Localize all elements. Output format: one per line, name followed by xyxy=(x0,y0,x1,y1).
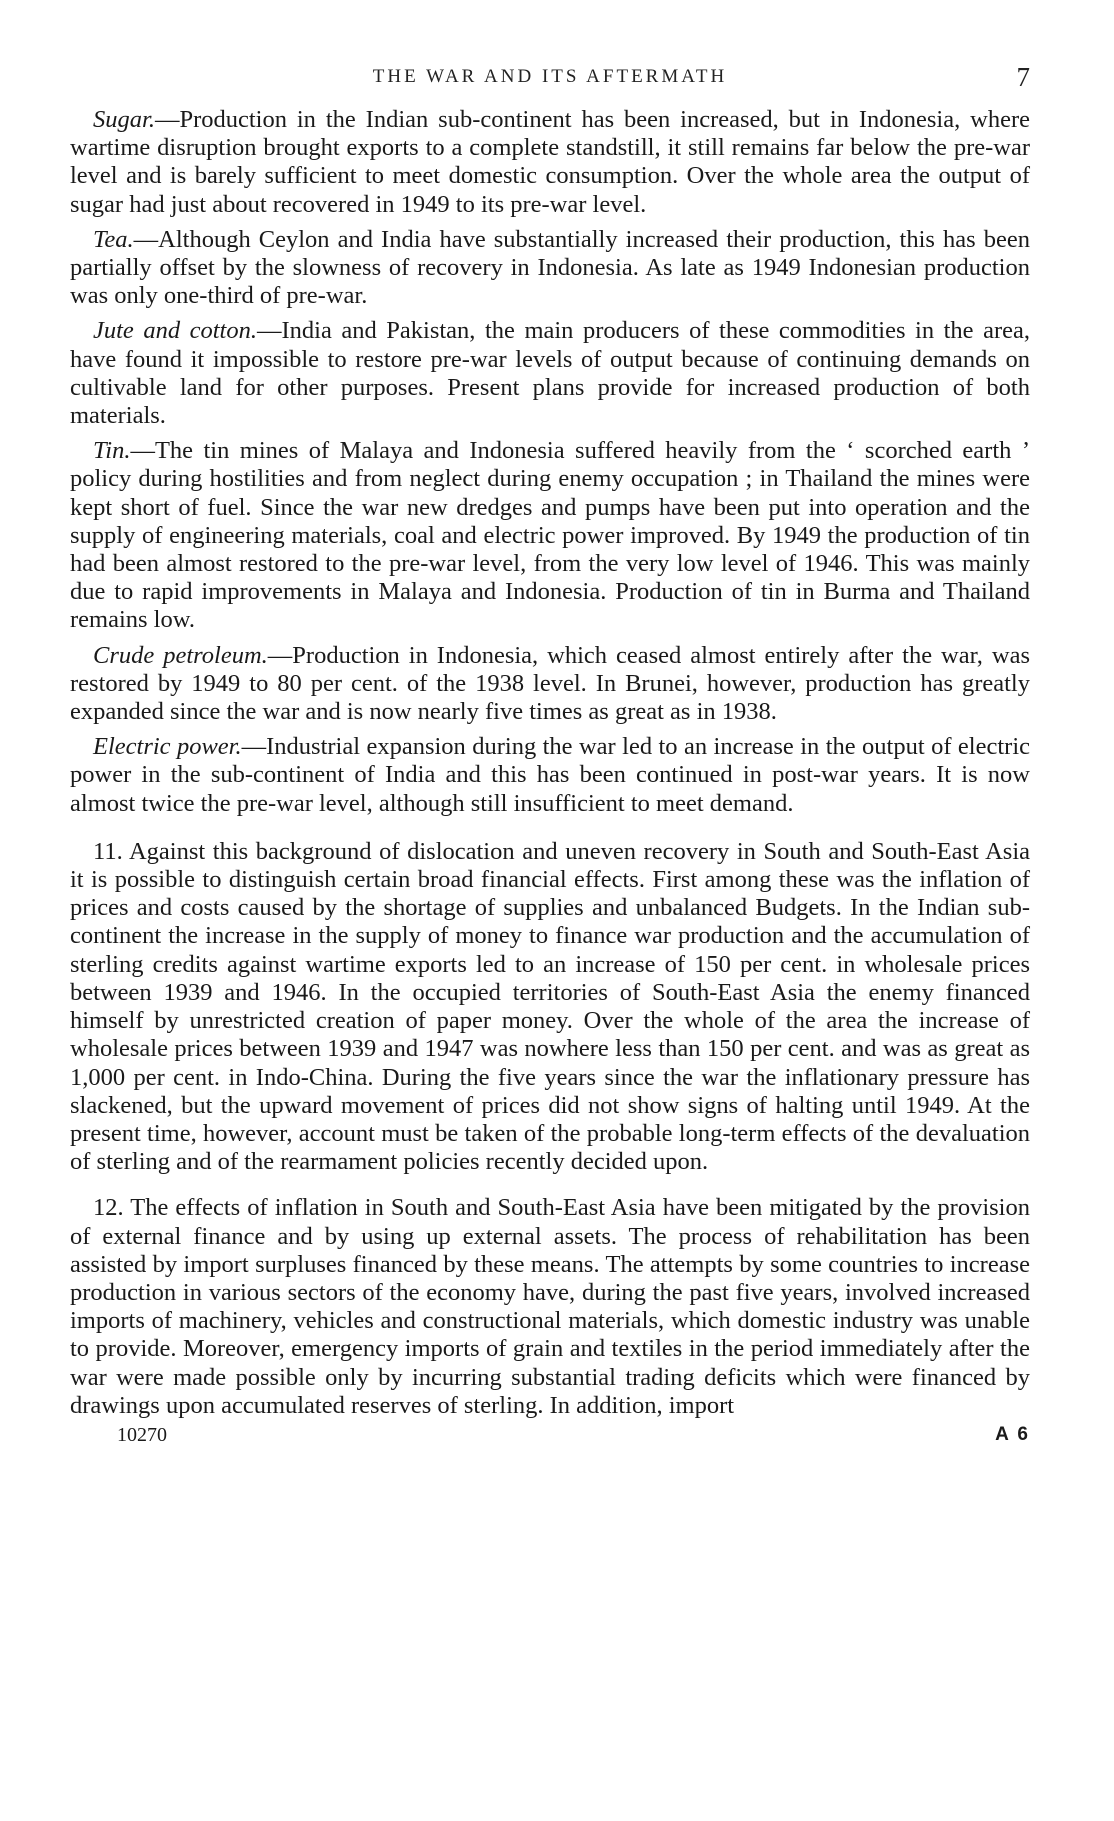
commodity-lead: Tin. xyxy=(93,437,131,465)
commodity-paragraph-petroleum xyxy=(70,642,1030,727)
commodity-paragraph-tin xyxy=(70,437,1030,634)
print-code: 10270 xyxy=(117,1423,167,1446)
commodity-paragraph-electric-power xyxy=(70,733,1030,818)
running-title: THE WAR AND ITS AFTERMATH xyxy=(372,66,728,87)
running-header xyxy=(70,62,1030,94)
page-footer xyxy=(70,1422,1030,1452)
page-number: 7 xyxy=(1016,62,1030,92)
commodity-lead: Electric power. xyxy=(93,733,242,761)
commodity-text: —Production in Indonesia, which ceased almost entirely after the war, was restored by 1949 to 80 per cent. of the 1938 level. In Brunei, however, production has greatly expanded since the war and is now nearly five times as great as in 1938. xyxy=(70,641,1030,726)
commodity-lead: Sugar. xyxy=(93,106,155,133)
commodity-text: —Industrial expansion during the war led to an increase in the output of electric power in the sub-continent of India and this has been continued in post-war years. It is now almost twice the pre-war level, although still insufficient to meet demand. xyxy=(70,733,1031,817)
numbered-paragraph-11: 11. Against this background of dislocation and uneven recovery in South and South-East Asia it is possible to distinguish certain broad financial effects. First among these was the inflation of prices and costs caused by the shortage of supplies and unbalanced Budgets. In the Indian sub-continent the increase in the supply of money to finance war production and the accumulation of sterling credits against wartime exports led to an increase of 150 per cent. in wholesale prices between 1939 and 1946. In the occupied territories of South-East Asia the enemy financed himself by unrestricted creation of paper money. Over the whole of the area the increase of wholesale prices between 1939 and 1947 was nowhere less than 150 per cent. and was as great as 1,000 per cent. in Indo-China. During the five years since the war the inflationary pressure has slackened, but the upward movement of prices did not show signs of halting until 1949. At the present time, however, account must be taken of the probable long-term effects of the devaluation of sterling and of the rearmament policies recently decided upon. xyxy=(70,837,1030,1176)
signature-mark: A 6 xyxy=(995,1423,1030,1445)
numbered-paragraph-12: 12. The effects of inflation in South and South-East Asia have been mitigated by the provision of external finance and by using up external assets. The process of rehabilitation has been assisted by import surpluses financed by these means. The attempts by some countries to increase production in various sectors of the economy have, during the past five years, involved increased imports of machinery, vehicles and constructional materials, which domestic industry was unable to provide. Moreover, emergency imports of grain and textiles in the period immediately after the war were made possible only by incurring substantial trading deficits which were financed by drawings upon accumulated reserves of sterling. In addition, import xyxy=(70,1194,1030,1419)
commodity-text: —The tin mines of Malaya and Indonesia suffered heavily from the ‘ scorched earth ’ policy during hostilities and from neglect during enemy occupation ; in Thailand the mines were kept short of fuel. Since the war new dredges and pumps have been put into operation and the supply of engineering materials, coal and electric power improved. By 1949 the production of tin had been almost restored to the pre-war level, from the very low level of 1946. This was mainly due to rapid improvements in Malaya and Indonesia. Production of tin in Burma and Thailand remains low. xyxy=(70,437,1030,634)
commodity-lead: Tea. xyxy=(93,225,134,253)
commodity-text: —India and Pakistan, the main producers of these commodities in the area, have found it impossible to restore pre-war levels of output because of continuing demands on cultivable land for other purposes. Present plans provide for increased production of both materials. xyxy=(70,317,1031,430)
commodity-paragraph-sugar xyxy=(70,106,1030,219)
commodity-lead: Crude petroleum. xyxy=(93,641,268,669)
commodity-paragraph-jute-cotton xyxy=(70,317,1030,430)
commodity-lead: Jute and cotton. xyxy=(93,317,257,345)
commodity-text: —Production in the Indian sub-continent has been increased, but in Indonesia, where wartime disruption brought exports to a complete standstill, it still remains far below the pre-war level and is barely sufficient to meet domestic consumption. Over the whole area the output of sugar had just about recovered in 1949 to its pre-war level. xyxy=(70,106,1030,218)
document-page xyxy=(70,62,1030,1452)
commodity-text: —Although Ceylon and India have substantially increased their production, this has been partially offset by the slowness of recovery in Indonesia. As late as 1949 Indonesian production was only one-third of pre-war. xyxy=(70,225,1030,310)
commodity-paragraph-tea xyxy=(70,226,1030,311)
